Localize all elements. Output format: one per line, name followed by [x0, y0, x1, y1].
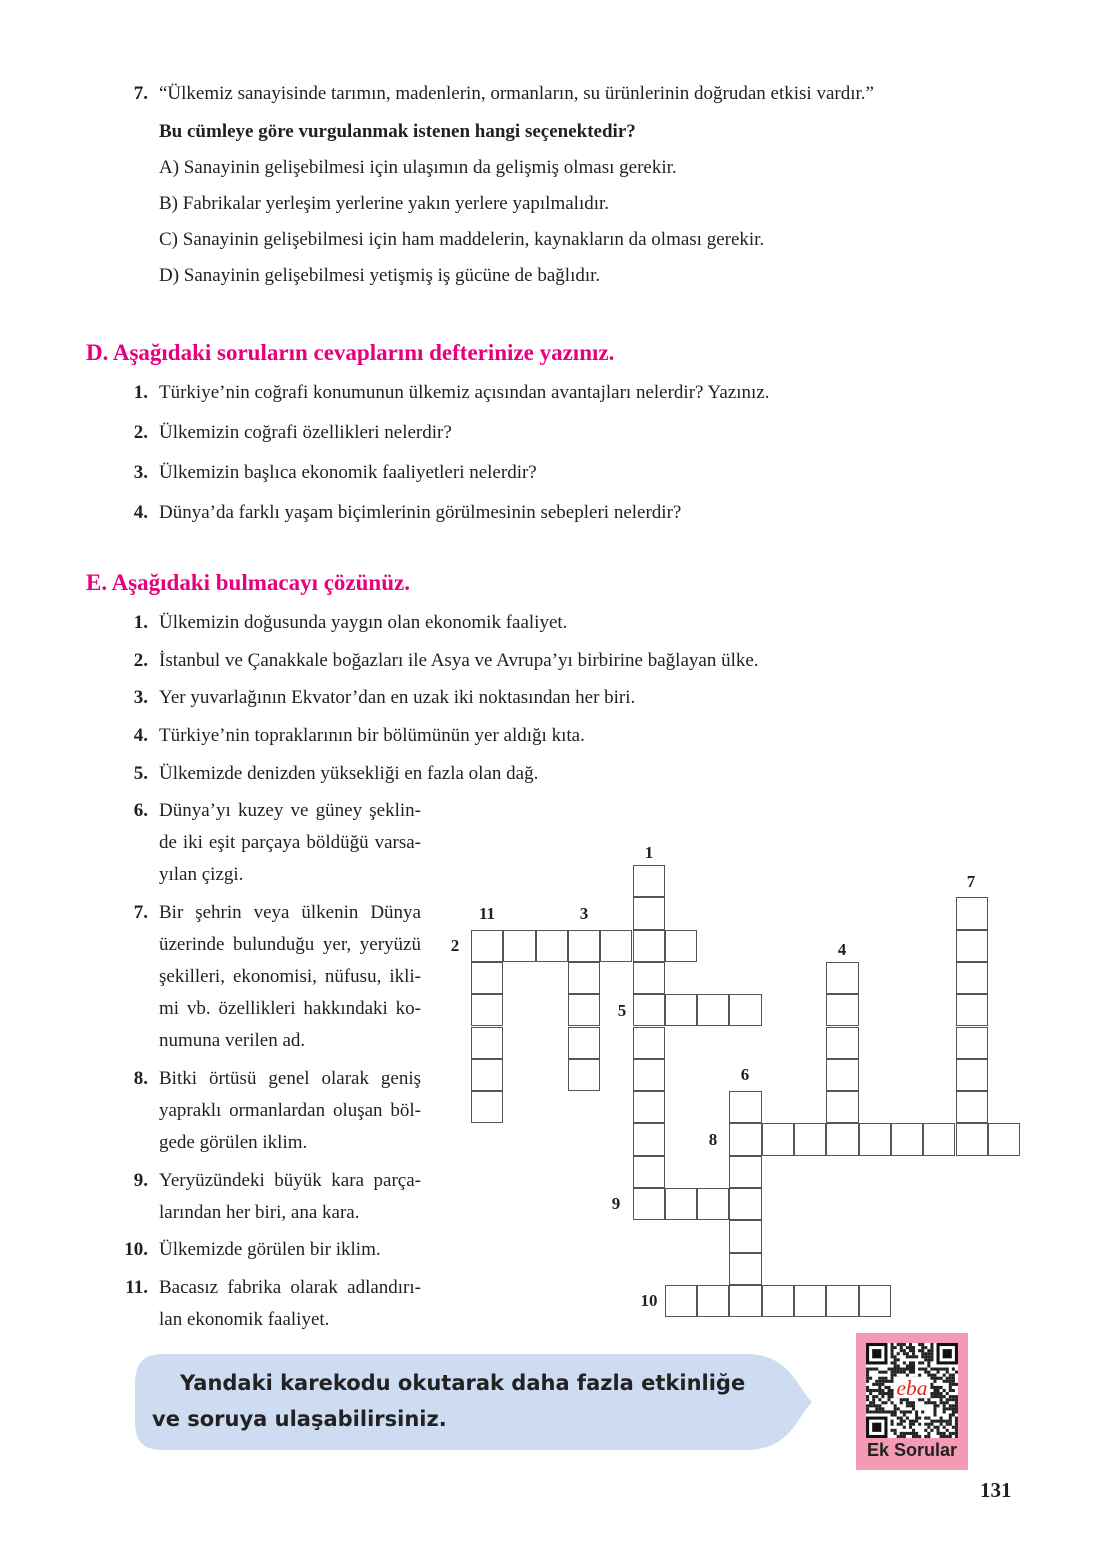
crossword-label: 11 — [478, 904, 496, 923]
clue-text: yapraklı ormanlardan oluşan böl- — [159, 1100, 421, 1121]
clue-text: Ülkemizde görülen bir iklim. — [159, 1239, 381, 1260]
list-item: Dünya’da farklı yaşam biçimlerinin görülmesinin sebepleri nelerdir? — [159, 502, 682, 523]
clue-text: üzerinde bulunduğu yer, yeryüzü — [159, 934, 421, 955]
clue-text: gede görülen iklim. — [159, 1132, 308, 1153]
list-item: Ülkemizin coğrafi özellikleri nelerdir? — [159, 422, 452, 443]
clue-text: şekilleri, ekonomisi, nüfusu, ikli- — [159, 966, 421, 987]
answer-option: C) Sanayinin gelişebilmesi için ham maddelerin, kaynakların da olması gerekir. — [159, 229, 765, 250]
answer-option: A) Sanayinin gelişebilmesi için ulaşımın da gelişmiş olması gerekir. — [159, 157, 677, 178]
clue-text: Bacasız fabrika olarak adlandırı- — [159, 1277, 421, 1298]
callout-line-1: Yandaki karekodu okutarak daha fazla etkinliğe — [180, 1371, 746, 1395]
clue-text: mi vb. özellikleri hakkındaki ko- — [159, 998, 421, 1019]
section-d-title: D. Aşağıdaki soruların cevaplarını defterinize yazınız. — [86, 340, 615, 365]
page-number: 131 — [980, 1478, 1012, 1502]
clue-text: larından her biri, ana kara. — [159, 1202, 360, 1223]
clue-number: 3. — [133, 687, 148, 708]
crossword-label: 9 — [611, 1194, 621, 1213]
clue-number: 8. — [133, 1068, 148, 1089]
question-prompt: Bu cümleye göre vurgulanmak istenen hangi seçenektedir? — [159, 121, 636, 142]
list-number: 4. — [133, 502, 148, 523]
clue-number: 6. — [133, 800, 148, 821]
clue-text: numuna verilen ad. — [159, 1030, 306, 1051]
clue-text: Yeryüzündeki büyük kara parça- — [159, 1170, 421, 1191]
clue-text: Türkiye’nin topraklarının bir bölümünün yer aldığı kıta. — [159, 725, 585, 746]
clue-number: 10. — [124, 1239, 148, 1260]
crossword-label: 6 — [740, 1065, 750, 1084]
qr-label: Ek Sorular — [866, 1440, 958, 1460]
clue-number: 1. — [133, 612, 148, 633]
svg-text:eba: eba — [896, 1376, 928, 1401]
clue-text: Yer yuvarlağının Ekvator’dan en uzak iki noktasından her biri. — [159, 687, 636, 708]
crossword-label: 4 — [837, 940, 847, 959]
crossword-label: 7 — [966, 872, 976, 891]
crossword-label: 5 — [617, 1001, 627, 1020]
qr-code-icon — [866, 1343, 958, 1438]
clue-number: 7. — [133, 902, 148, 923]
clue-text: Bir şehrin veya ülkenin Dünya — [159, 902, 421, 923]
clue-text: Dünya’yı kuzey ve güney şeklin- — [159, 800, 421, 821]
clue-number: 9. — [133, 1170, 148, 1191]
list-item: Ülkemizin başlıca ekonomik faaliyetleri nelerdir? — [159, 462, 537, 483]
clue-number: 2. — [133, 650, 148, 671]
crossword-label: 8 — [708, 1130, 718, 1149]
clue-text: Ülkemizin doğusunda yaygın olan ekonomik faaliyet. — [159, 612, 568, 633]
list-number: 1. — [133, 382, 148, 403]
clue-text: Ülkemizde denizden yüksekliği en fazla olan dağ. — [159, 763, 539, 784]
clue-number: 5. — [133, 763, 148, 784]
question-quote: “Ülkemiz sanayisinde tarımın, madenlerin, ormanların, su ürünlerinin doğrudan etkisi vardır.” — [159, 83, 874, 104]
clue-text: Bitki örtüsü genel olarak geniş — [159, 1068, 421, 1089]
clue-text: İstanbul ve Çanakkale boğazları ile Asya ve Avrupa’yı birbirine bağlayan ülke. — [159, 650, 759, 671]
list-number: 3. — [133, 462, 148, 483]
clue-text: yılan çizgi. — [159, 864, 244, 885]
clue-number: 11. — [125, 1277, 148, 1298]
question-number: 7. — [133, 83, 148, 104]
answer-option: D) Sanayinin gelişebilmesi yetişmiş iş gücüne de bağlıdır. — [159, 265, 601, 286]
clue-text: de iki eşit parçaya böldüğü varsa- — [159, 832, 421, 853]
list-item: Türkiye’nin coğrafi konumunun ülkemiz açısından avantajları nelerdir? Yazınız. — [159, 382, 770, 403]
list-number: 2. — [133, 422, 148, 443]
section-e-title: E. Aşağıdaki bulmacayı çözünüz. — [86, 570, 410, 595]
clue-number: 4. — [133, 725, 148, 746]
callout-line-2: ve soruya ulaşabilirsiniz. — [152, 1407, 447, 1431]
crossword-label: 10 — [640, 1291, 658, 1310]
crossword-label: 3 — [579, 904, 589, 923]
crossword-label: 1 — [644, 843, 654, 862]
qr-code-card[interactable] — [856, 1333, 968, 1470]
crossword-label: 2 — [450, 936, 460, 955]
clue-text: lan ekonomik faaliyet. — [159, 1309, 330, 1330]
answer-option: B) Fabrikalar yerleşim yerlerine yakın yerlere yapılmalıdır. — [159, 193, 610, 214]
